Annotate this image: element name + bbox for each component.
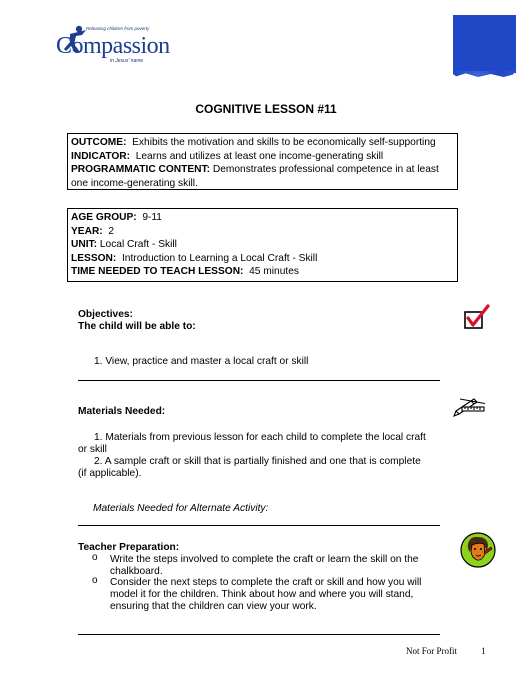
divider-line bbox=[78, 634, 440, 635]
lesson-value: Introduction to Learning a Local Craft - Skill bbox=[121, 252, 318, 264]
teacher-prep-bullet-1-line-1: Write the steps involved to complete the craft or learn the skill on the bbox=[110, 554, 419, 565]
unit-value: Local Craft - Skill bbox=[99, 239, 177, 250]
bullet-marker: o bbox=[92, 552, 98, 563]
indicator-row bbox=[71, 150, 454, 164]
time-label: TIME NEEDED TO TEACH LESSON: bbox=[71, 266, 244, 277]
age-value: 9-11 bbox=[142, 212, 162, 223]
indicator-label: INDICATOR: bbox=[71, 150, 131, 162]
unit-label: UNIT: bbox=[71, 239, 98, 250]
lesson-label: LESSON: bbox=[71, 252, 117, 264]
lesson-info-box bbox=[67, 208, 458, 282]
programmatic-text-2: one income-generating skill. bbox=[71, 177, 198, 189]
teacher-prep-heading: Teacher Preparation: bbox=[78, 542, 180, 553]
programmatic-label: PROGRAMMATIC CONTENT: bbox=[71, 164, 211, 175]
teacher-face-icon bbox=[458, 530, 498, 570]
materials-item-1-line-1: 1. Materials from previous lesson for each child to complete the local craft bbox=[94, 432, 426, 443]
outcome-text: Exhibits the motivation and skills to be economically self-supporting bbox=[132, 137, 436, 148]
lesson-row bbox=[71, 252, 454, 266]
divider-line bbox=[78, 380, 440, 381]
programmatic-text: Demonstrates professional competence in at least bbox=[212, 164, 439, 175]
outcome-label: OUTCOME: bbox=[71, 137, 127, 148]
materials-alternate: Materials Needed for Alternate Activity: bbox=[93, 503, 269, 514]
materials-item-1-line-2: or skill bbox=[78, 444, 107, 455]
time-row bbox=[71, 265, 454, 279]
teacher-prep-bullet-2-line-2: model it for the children. Think about how and where you will stand, bbox=[110, 589, 414, 600]
materials-item-2-line-2: (if applicable). bbox=[78, 468, 142, 479]
materials-heading: Materials Needed: bbox=[78, 406, 166, 417]
pencil-ruler-icon bbox=[452, 393, 488, 417]
page-title: COGNITIVE LESSON #11 bbox=[195, 102, 337, 116]
compassion-logo bbox=[52, 24, 170, 68]
teacher-prep-bullet-2-line-1: Consider the next steps to complete the craft or skill and how you will bbox=[110, 577, 422, 588]
objectives-subheading: The child will be able to: bbox=[78, 321, 196, 332]
page-number: 1 bbox=[481, 646, 486, 656]
logo-subline: in Jesus' name bbox=[110, 58, 144, 64]
year-row bbox=[71, 225, 454, 239]
year-value: 2 bbox=[108, 225, 115, 237]
age-label: AGE GROUP: bbox=[71, 212, 137, 223]
blue-square-graphic bbox=[453, 15, 516, 73]
checkbox-check-icon bbox=[463, 303, 491, 331]
materials-item-2-line-1: 2. A sample craft or skill that is partially finished and one that is complete bbox=[94, 456, 421, 467]
bullet-marker: o bbox=[92, 575, 98, 586]
teacher-prep-bullet-1-line-2: chalkboard. bbox=[110, 566, 163, 577]
outcome-box bbox=[67, 133, 458, 190]
outcome-row bbox=[71, 136, 454, 150]
logo-tagline: Releasing children from poverty bbox=[86, 26, 150, 31]
divider-line bbox=[78, 525, 440, 526]
age-row bbox=[71, 211, 454, 225]
unit-row bbox=[71, 238, 454, 252]
year-label: YEAR: bbox=[71, 225, 103, 237]
time-value: 45 minutes bbox=[249, 266, 299, 277]
logo-wordmark: Compassion bbox=[56, 33, 170, 59]
indicator-text: Learns and utilizes at least one income-generating skill bbox=[135, 150, 384, 162]
teacher-prep-bullet-2-line-3: ensuring that the children can view your work. bbox=[110, 601, 317, 612]
objective-item-1: 1. View, practice and master a local craft or skill bbox=[94, 356, 309, 367]
objectives-heading: Objectives: bbox=[78, 309, 133, 320]
programmatic-row bbox=[71, 163, 454, 177]
footer-not-for-profit: Not For Profit bbox=[406, 646, 458, 656]
